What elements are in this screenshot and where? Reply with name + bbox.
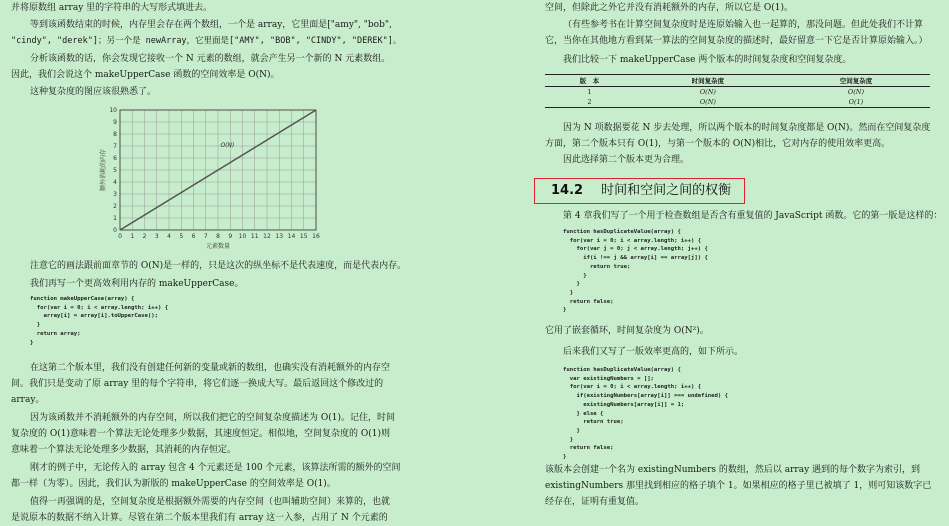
table-row xyxy=(545,87,930,98)
para-line: 因为该函数并不消耗额外的内存空间，所以我们把它的空间复杂度描述为 O(1)。记住，时间 xyxy=(30,413,395,423)
x-tick-label: 8 xyxy=(216,233,220,240)
para-line: 方面，第二个版本只有 O(1)，与第一个版本的 O(N)相比，它对内存的使用效率更高。 xyxy=(545,139,891,149)
x-tick-label: 9 xyxy=(228,233,233,240)
table-cell: O(N) xyxy=(699,88,716,96)
para-line: 后来我们又写了一版效率更高的，如下所示。 xyxy=(563,347,744,357)
x-tick-label: 13 xyxy=(275,233,284,240)
para-line: 注意它的画法跟前面章节的 O(N)是一样的，只是这次的纵坐标不是代表速度，而是代表内存。 xyxy=(30,261,407,271)
section-title: 时间和空间之间的权衡 xyxy=(601,183,732,198)
para-line: 因此选择第二个版本更为合理。 xyxy=(563,155,690,165)
table-cell: O(1) xyxy=(782,97,930,108)
para-line: 它，当你在其他地方看到某一算法的空间复杂度的描述时，最好留意一下它是否计算原始输入。） xyxy=(545,36,928,46)
para-line: existingNumbers 那里找到相应的格子填个 1。如果相应的格子里已被填了 1，则可知该数字已 xyxy=(545,481,932,491)
y-tick-label: 0 xyxy=(113,227,117,234)
table-header-cell: 空间复杂度 xyxy=(782,75,930,87)
table-cell: O(N) xyxy=(847,88,864,96)
x-tick-label: 6 xyxy=(191,233,196,240)
para-line: 值得一再强调的是，空间复杂度是根据额外需要的内存空间（也叫辅助空间）来算的，也就 xyxy=(30,497,391,507)
x-tick-label: 15 xyxy=(299,233,308,240)
para-line: 空间，但除此之外它并没有消耗额外的内存，所以它是 O(1)。 xyxy=(545,3,793,13)
y-tick-label: 7 xyxy=(113,143,117,150)
para-line: 因此，我们会说这个 makeUpperCase 函数的空间效率是 O(N)。 xyxy=(11,70,280,80)
para-line: 我们比较一下 makeUpperCase 两个版本的时间复杂度和空间复杂度。 xyxy=(563,55,852,65)
para-line: 因为 N 项数据要花 N 步去处理，所以两个版本的时间复杂度都是 O(N)。然而在空间复杂度 xyxy=(563,123,931,133)
table-row xyxy=(545,97,930,108)
section-heading xyxy=(534,178,745,204)
table-cell: 1 xyxy=(587,88,592,96)
x-tick-label: 10 xyxy=(238,233,247,240)
para-line: 刚才的例子中，无论传入的 array 包含 4 个元素还是 100 个元素，该算法所需的额外的空间 xyxy=(30,463,401,473)
para-line: 等到该函数结束的时候，内存里会存在两个数组，一个是 array，它里面是["amy", "bob", xyxy=(30,20,392,30)
x-tick-label: 12 xyxy=(263,233,271,240)
complexity-chart xyxy=(96,104,328,250)
y-tick-label: 3 xyxy=(113,191,117,198)
y-tick-label: 1 xyxy=(113,215,117,222)
para-line: 都一样（为零）。因此，我们认为新版的 makeUpperCase 的空间效率是 O(1)。 xyxy=(11,479,336,489)
table-header-cell: 版 本 xyxy=(545,75,634,87)
x-tick-label: 11 xyxy=(250,233,259,240)
table-cell: O(N) xyxy=(634,97,782,108)
para-line: 我们再写一个更高效利用内存的 makeUpperCase。 xyxy=(30,279,244,289)
para-line: 意味着一个算法无论处理多少数据，其消耗的内存恒定。 xyxy=(11,445,237,455)
x-tick-label: 14 xyxy=(287,233,296,240)
code-block: function hasDuplicateValue(array) { var existingNumbers = []; for(var i = 0; i < array.length; i++) { if(existingNumbers[array[i]] === undefined) { existingNumbers[array[i]] = 1; } else { return true; } } return false; } xyxy=(563,367,729,461)
para-line: 这种复杂度的图应该很熟悉了。 xyxy=(30,87,157,97)
x-tick-label: 0 xyxy=(118,233,122,240)
table-header-cell: 时间复杂度 xyxy=(634,75,782,87)
y-tick-label: 8 xyxy=(113,131,117,138)
section-number: 14.2 xyxy=(551,183,584,198)
x-tick-label: 16 xyxy=(312,233,320,240)
para-line: 经存在，证明有重复值。 xyxy=(545,497,645,507)
para-line: 它用了嵌套循环，时间复杂度为 O(N²)。 xyxy=(545,326,709,336)
x-tick-label: 4 xyxy=(167,233,171,240)
para-line: 该版本会创建一个名为 existingNumbers 的数组，然后以 array 遇到的每个数字为索引，到 xyxy=(545,465,921,475)
x-tick-label: 7 xyxy=(203,233,208,240)
series-annotation: O(N) xyxy=(220,142,235,150)
table-cell: 2 xyxy=(545,97,634,108)
chart-svg xyxy=(96,104,328,250)
x-tick-label: 5 xyxy=(179,233,184,240)
para-line: 第 4 章我们写了一个用于检查数组是否含有重复值的 JavaScript 函数。它的第一版是这样的： xyxy=(563,211,943,221)
code-block: function makeUpperCase(array) { for(var i = 0; i < array.length; i++) { array[i] = array[i].toUpperCase(); } return array; } xyxy=(30,296,169,346)
code-block: function hasDuplicateValue(array) { for(var i = 0; i < array.length; i++) { for(var j = 0; j < array.length; j++) { if(i !== j && array[i] == array[j]) { return true; } } } return false; } xyxy=(563,229,708,314)
x-tick-label: 2 xyxy=(142,233,147,240)
para-line: 分析该函数的话，你会发现它接收一个 N 元素的数组，就会产生另一个新的 N 元素数组。 xyxy=(30,54,391,64)
y-tick-label: 10 xyxy=(109,107,117,114)
x-tick-label: 1 xyxy=(130,233,135,240)
y-tick-label: 4 xyxy=(113,179,117,186)
para-line: "cindy", "derek"]；另一个是 newArray，它里面是["AMY", "BOB", "CINDY", "DEREK"]。 xyxy=(11,36,402,46)
para-line: 在这第二个版本里，我们没有创建任何新的变量或新的数组，也确实没有消耗额外的内存空 xyxy=(30,363,391,373)
y-tick-label: 2 xyxy=(113,203,117,210)
y-tick-label: 5 xyxy=(113,167,117,174)
para-line: array。 xyxy=(11,395,45,405)
x-axis-label: 元素数量 xyxy=(205,243,231,250)
complexity-table xyxy=(545,74,930,108)
y-tick-label: 9 xyxy=(113,119,117,126)
para-line: 间。我们只是变动了原 array 里的每个字符串，将它们逐一换成大写。最后返回这个修改过的 xyxy=(11,379,384,389)
y-axis-label: 额外消耗的内存 xyxy=(100,148,107,192)
table-header-row xyxy=(545,75,930,87)
para-line: 复杂度的 O(1)意味着一个算法无论处理多少数据，其速度恒定。相似地，空间复杂度的 O(1)则 xyxy=(11,429,390,439)
y-tick-label: 6 xyxy=(113,155,117,162)
para-line: 并将原数组 array 里的字符串的大写形式填进去。 xyxy=(11,3,213,13)
x-tick-label: 3 xyxy=(154,233,159,240)
para-line: 是说原本的数据不纳入计算。尽管在第二个版本里我们有 array 这一入参，占用了 N 个元素的 xyxy=(11,513,388,523)
para-line: （有些参考书在计算空间复杂度时是连原始输入也一起算的，那没问题。但此处我们不计算 xyxy=(563,20,924,30)
